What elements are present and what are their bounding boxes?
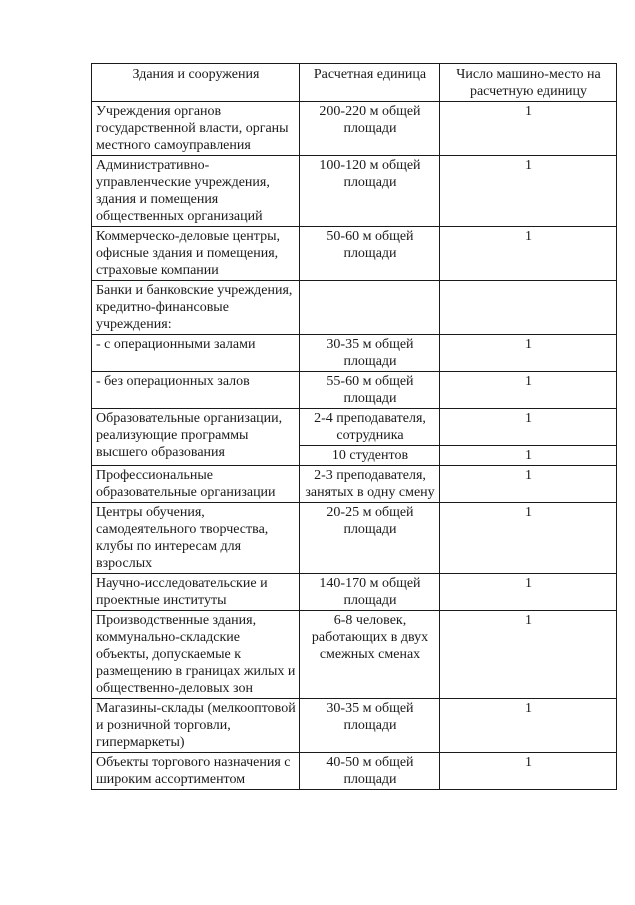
cell-unit: 30-35 м общей площади [300, 699, 440, 753]
cell-building: Образовательные организации, реализующие программы высшего образования [92, 409, 300, 466]
table-header-row [92, 64, 617, 102]
table-row [92, 281, 617, 335]
cell-unit: 10 студентов [300, 446, 440, 466]
cell-spaces: 1 [440, 611, 617, 699]
cell-building: Учреждения органов государственной власти, органы местного самоуправления [92, 102, 300, 156]
cell-unit: 55-60 м общей площади [300, 372, 440, 409]
cell-building: Магазины-склады (мелкооптовой и розничной торговли, гипермаркеты) [92, 699, 300, 753]
cell-unit: 100-120 м общей площади [300, 156, 440, 227]
table-row [92, 372, 617, 409]
cell-unit: 200-220 м общей площади [300, 102, 440, 156]
cell-building: Производственные здания, коммунально-складские объекты, допускаемые к размещению в границах жилых и общественно-деловых зон [92, 611, 300, 699]
table-row [92, 409, 617, 446]
table-row [92, 503, 617, 574]
cell-building: Центры обучения, самодеятельного творчества, клубы по интересам для взрослых [92, 503, 300, 574]
table-row [92, 227, 617, 281]
cell-spaces: 1 [440, 409, 617, 446]
table-row [92, 156, 617, 227]
cell-spaces: 1 [440, 335, 617, 372]
cell-spaces: 1 [440, 503, 617, 574]
cell-building: Административно-управленческие учреждения, здания и помещения общественных организаций [92, 156, 300, 227]
cell-building: Банки и банковские учреждения, кредитно-финансовые учреждения: [92, 281, 300, 335]
cell-unit: 40-50 м общей площади [300, 753, 440, 790]
header-buildings: Здания и сооружения [92, 64, 300, 102]
cell-unit: 2-3 преподавателя, занятых в одну смену [300, 466, 440, 503]
cell-spaces: 1 [440, 699, 617, 753]
cell-building: Коммерческо-деловые центры, офисные здания и помещения, страховые компании [92, 227, 300, 281]
cell-spaces [440, 281, 617, 335]
cell-building: Объекты торгового назначения с широким ассортиментом [92, 753, 300, 790]
table-row [92, 102, 617, 156]
cell-spaces: 1 [440, 156, 617, 227]
cell-spaces: 1 [440, 102, 617, 156]
cell-spaces: 1 [440, 753, 617, 790]
header-spaces: Число машино-место на расчетную единицу [440, 64, 617, 102]
cell-building: Научно-исследовательские и проектные институты [92, 574, 300, 611]
cell-building: - без операционных залов [92, 372, 300, 409]
table-row [92, 753, 617, 790]
parking-norms-table [91, 63, 617, 790]
cell-spaces: 1 [440, 372, 617, 409]
cell-unit [300, 281, 440, 335]
cell-building: Профессиональные образовательные организации [92, 466, 300, 503]
table-row [92, 335, 617, 372]
table-row [92, 699, 617, 753]
table-row [92, 466, 617, 503]
cell-unit: 6-8 человек, работающих в двух смежных сменах [300, 611, 440, 699]
cell-unit: 20-25 м общей площади [300, 503, 440, 574]
cell-spaces: 1 [440, 446, 617, 466]
cell-unit: 140-170 м общей площади [300, 574, 440, 611]
cell-spaces: 1 [440, 466, 617, 503]
table-row [92, 611, 617, 699]
table-row [92, 574, 617, 611]
cell-building: - с операционными залами [92, 335, 300, 372]
cell-unit: 30-35 м общей площади [300, 335, 440, 372]
cell-unit: 50-60 м общей площади [300, 227, 440, 281]
cell-spaces: 1 [440, 227, 617, 281]
cell-unit: 2-4 преподавателя, сотрудника [300, 409, 440, 446]
cell-spaces: 1 [440, 574, 617, 611]
header-unit: Расчетная единица [300, 64, 440, 102]
